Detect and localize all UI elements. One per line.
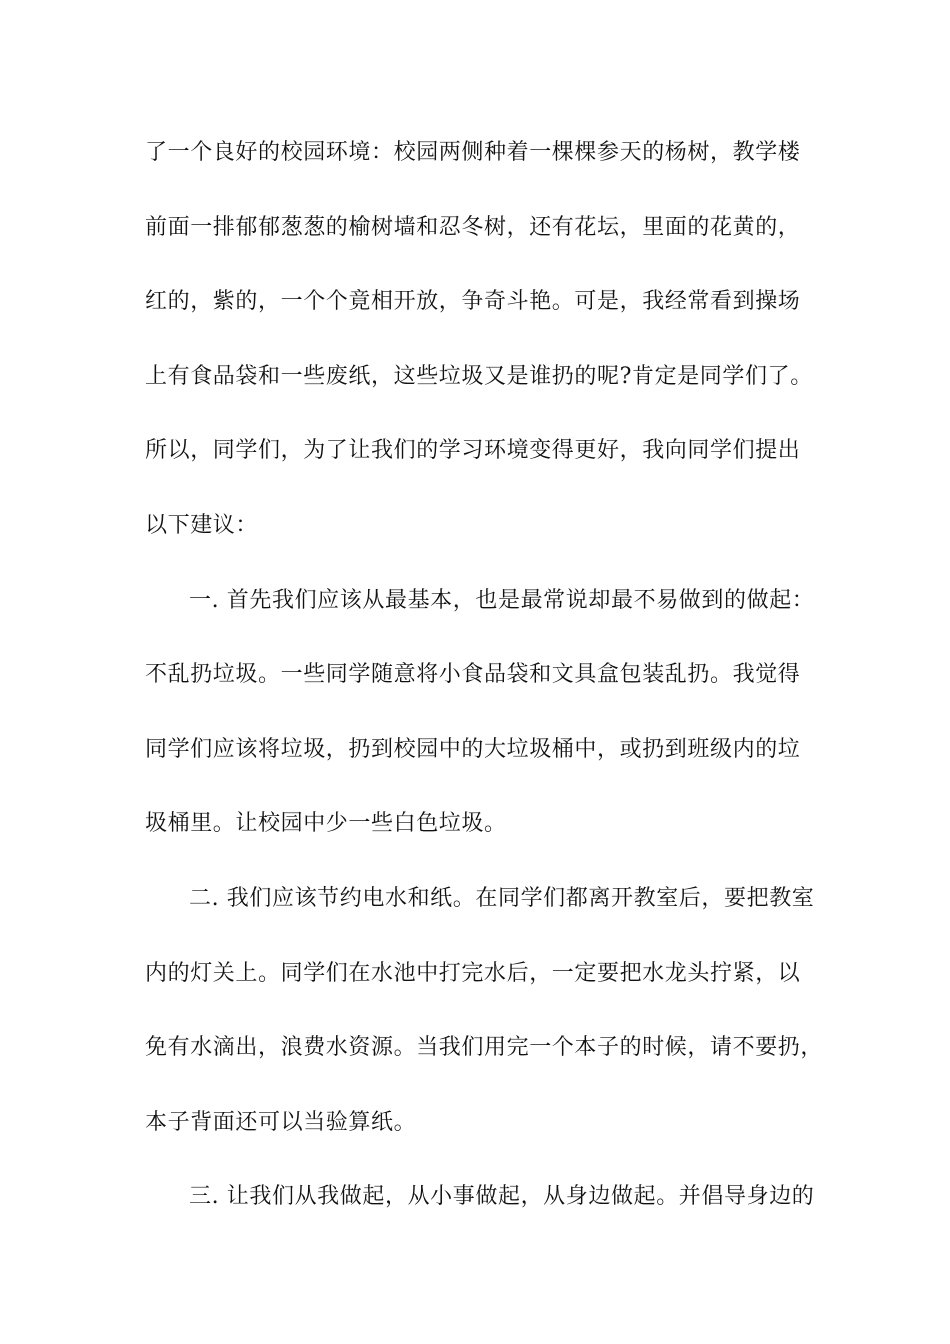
text-line: 上有食品袋和一些废纸，这些垃圾又是谁扔的呢?肯定是同学们了。 — [145, 363, 813, 389]
text-line: 圾桶里。让校园中少一些白色垃圾。 — [145, 811, 507, 837]
body-text — [145, 135, 835, 1254]
text-line: 同学们应该将垃圾，扔到校园中的大垃圾桶中，或扔到班级内的垃 — [145, 736, 801, 762]
paragraph-start-line: 一. 首先我们应该从最基本，也是最常说却最不易做到的做起： — [189, 587, 815, 613]
text-line: 以下建议： — [145, 512, 259, 538]
paragraph-start-line: 三. 让我们从我做起，从小事做起，从身边做起。并倡导身边的 — [189, 1184, 815, 1210]
text-line: 内的灯关上。同学们在水池中打完水后，一定要把水龙头拧紧，以 — [145, 960, 801, 986]
text-line: 不乱扔垃圾。一些同学随意将小食品袋和文具盒包装乱扔。我觉得 — [145, 662, 801, 688]
paragraph-start-line: 二. 我们应该节约电水和纸。在同学们都离开教室后，要把教室 — [189, 885, 815, 911]
text-line: 免有水滴出，浪费水资源。当我们用完一个本子的时候，请不要扔， — [145, 1035, 824, 1061]
text-line: 红的，紫的，一个个竟相开放，争奇斗艳。可是，我经常看到操场 — [145, 289, 801, 315]
text-line: 本子背面还可以当验算纸。 — [145, 1109, 417, 1135]
text-line: 前面一排郁郁葱葱的榆树墙和忍冬树，还有花坛，里面的花黄的， — [145, 214, 801, 240]
text-line: 了一个良好的校园环境：校园两侧种着一棵棵参天的杨树，教学楼 — [145, 140, 801, 165]
text-line: 所以，同学们，为了让我们的学习环境变得更好，我向同学们提出 — [145, 438, 801, 464]
